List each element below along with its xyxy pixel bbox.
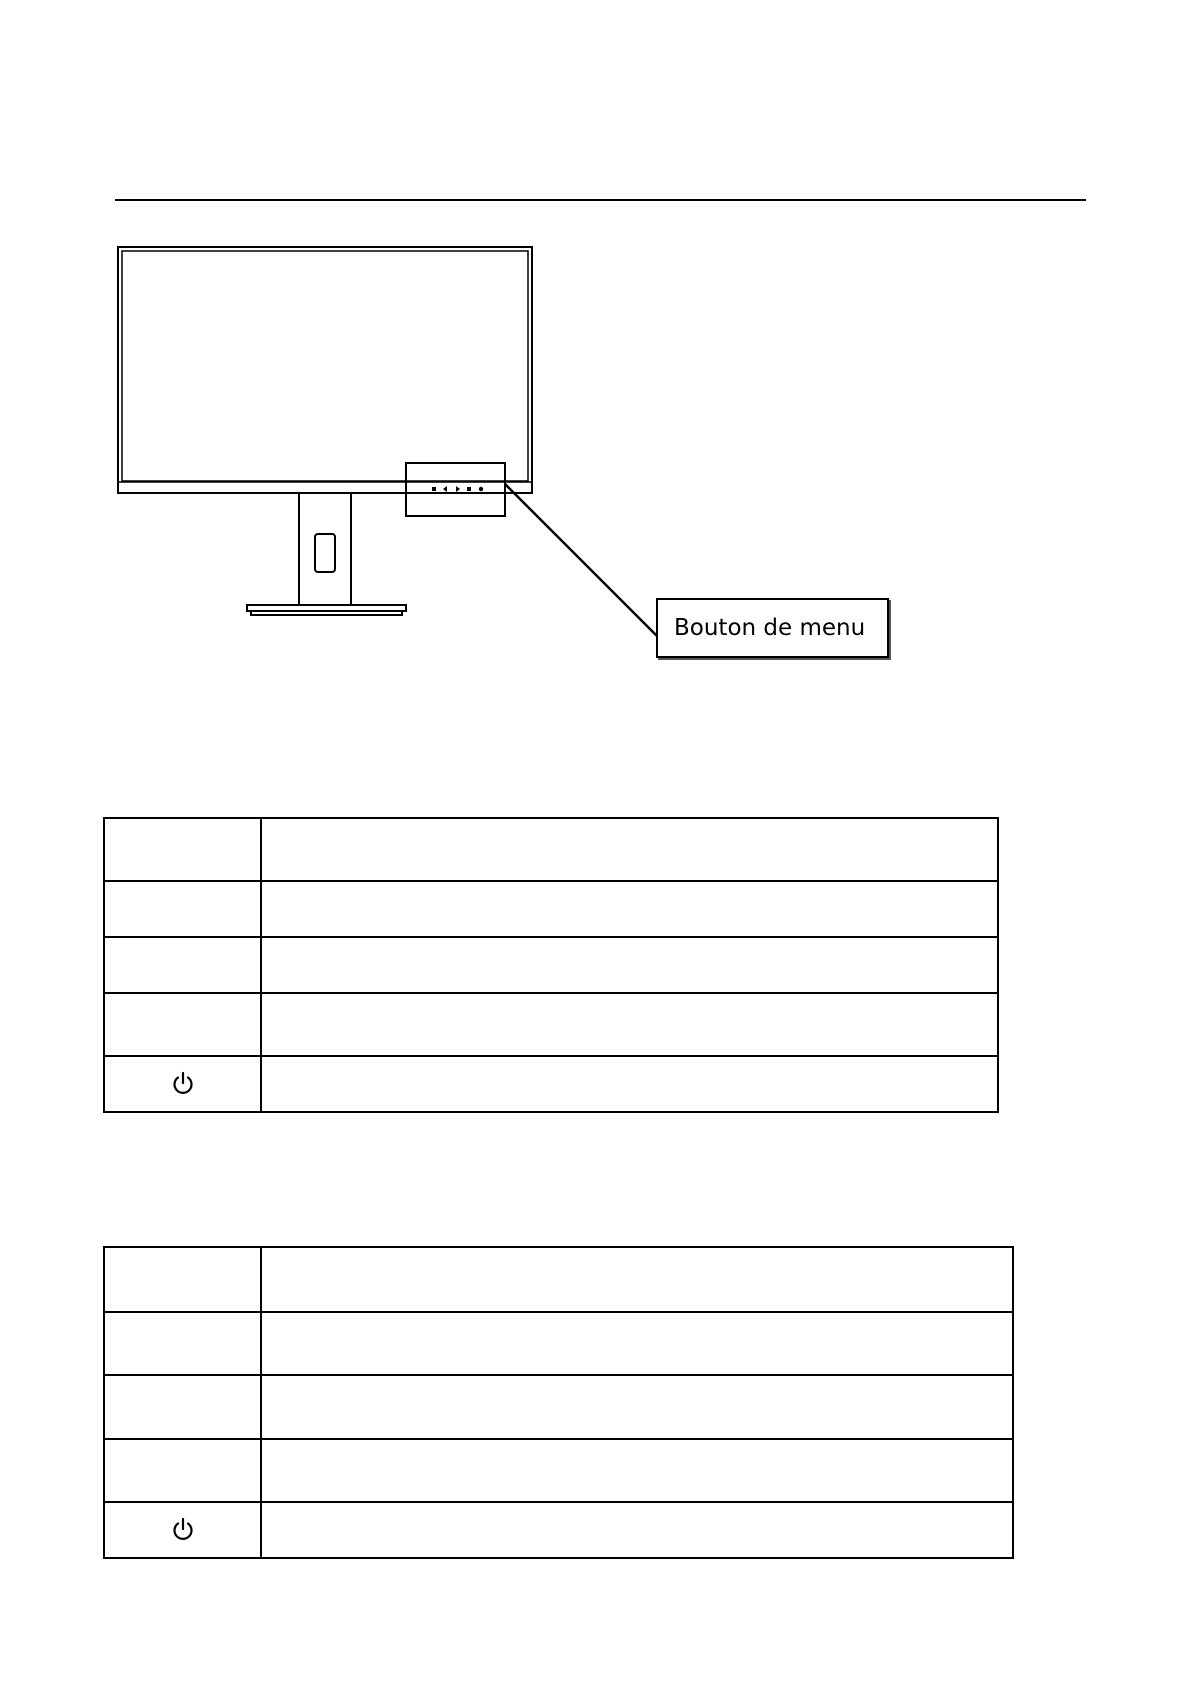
key-cell — [104, 937, 261, 993]
button-zoom-box — [406, 463, 505, 516]
description-cell — [261, 937, 998, 993]
table-row — [104, 1439, 1013, 1502]
description-cell — [261, 1312, 1013, 1375]
table-row — [104, 993, 998, 1056]
table-row — [104, 1056, 998, 1112]
menu-button-power — [479, 487, 483, 491]
key-cell — [104, 993, 261, 1056]
description-cell — [261, 993, 998, 1056]
monitor-screen — [122, 251, 528, 481]
description-cell — [261, 881, 998, 937]
table-row — [104, 818, 998, 881]
key-cell — [104, 1056, 261, 1112]
table-row — [104, 881, 998, 937]
key-cell — [104, 1439, 261, 1502]
button-function-table-2 — [103, 1246, 1014, 1559]
description-cell — [261, 818, 998, 881]
menu-buttons — [432, 486, 483, 492]
description-cell — [261, 1375, 1013, 1439]
description-cell — [261, 1056, 998, 1112]
monitor-bezel — [118, 247, 532, 493]
cable-clip — [315, 534, 335, 572]
table-row — [104, 1375, 1013, 1439]
monitor-diagram — [0, 0, 1192, 700]
table-row — [104, 1247, 1013, 1312]
power-icon — [171, 1071, 195, 1097]
description-cell — [261, 1502, 1013, 1558]
callout-label: Bouton de menu — [674, 615, 866, 641]
table-row — [104, 937, 998, 993]
menu-button-square — [432, 487, 436, 491]
menu-button-right — [456, 486, 460, 492]
table-row — [104, 1502, 1013, 1558]
key-cell — [104, 1375, 261, 1439]
menu-button-left — [443, 486, 447, 492]
menu-button-callout — [656, 598, 889, 658]
callout-leader-line — [505, 484, 659, 638]
description-cell — [261, 1439, 1013, 1502]
key-cell — [104, 1247, 261, 1312]
key-cell — [104, 881, 261, 937]
description-cell — [261, 1247, 1013, 1312]
key-cell — [104, 818, 261, 881]
button-function-table-1 — [103, 817, 999, 1113]
key-cell — [104, 1502, 261, 1558]
table-row — [104, 1312, 1013, 1375]
menu-button-square-2 — [467, 487, 471, 491]
stand-column — [299, 493, 351, 605]
power-icon — [171, 1517, 195, 1543]
key-cell — [104, 1312, 261, 1375]
